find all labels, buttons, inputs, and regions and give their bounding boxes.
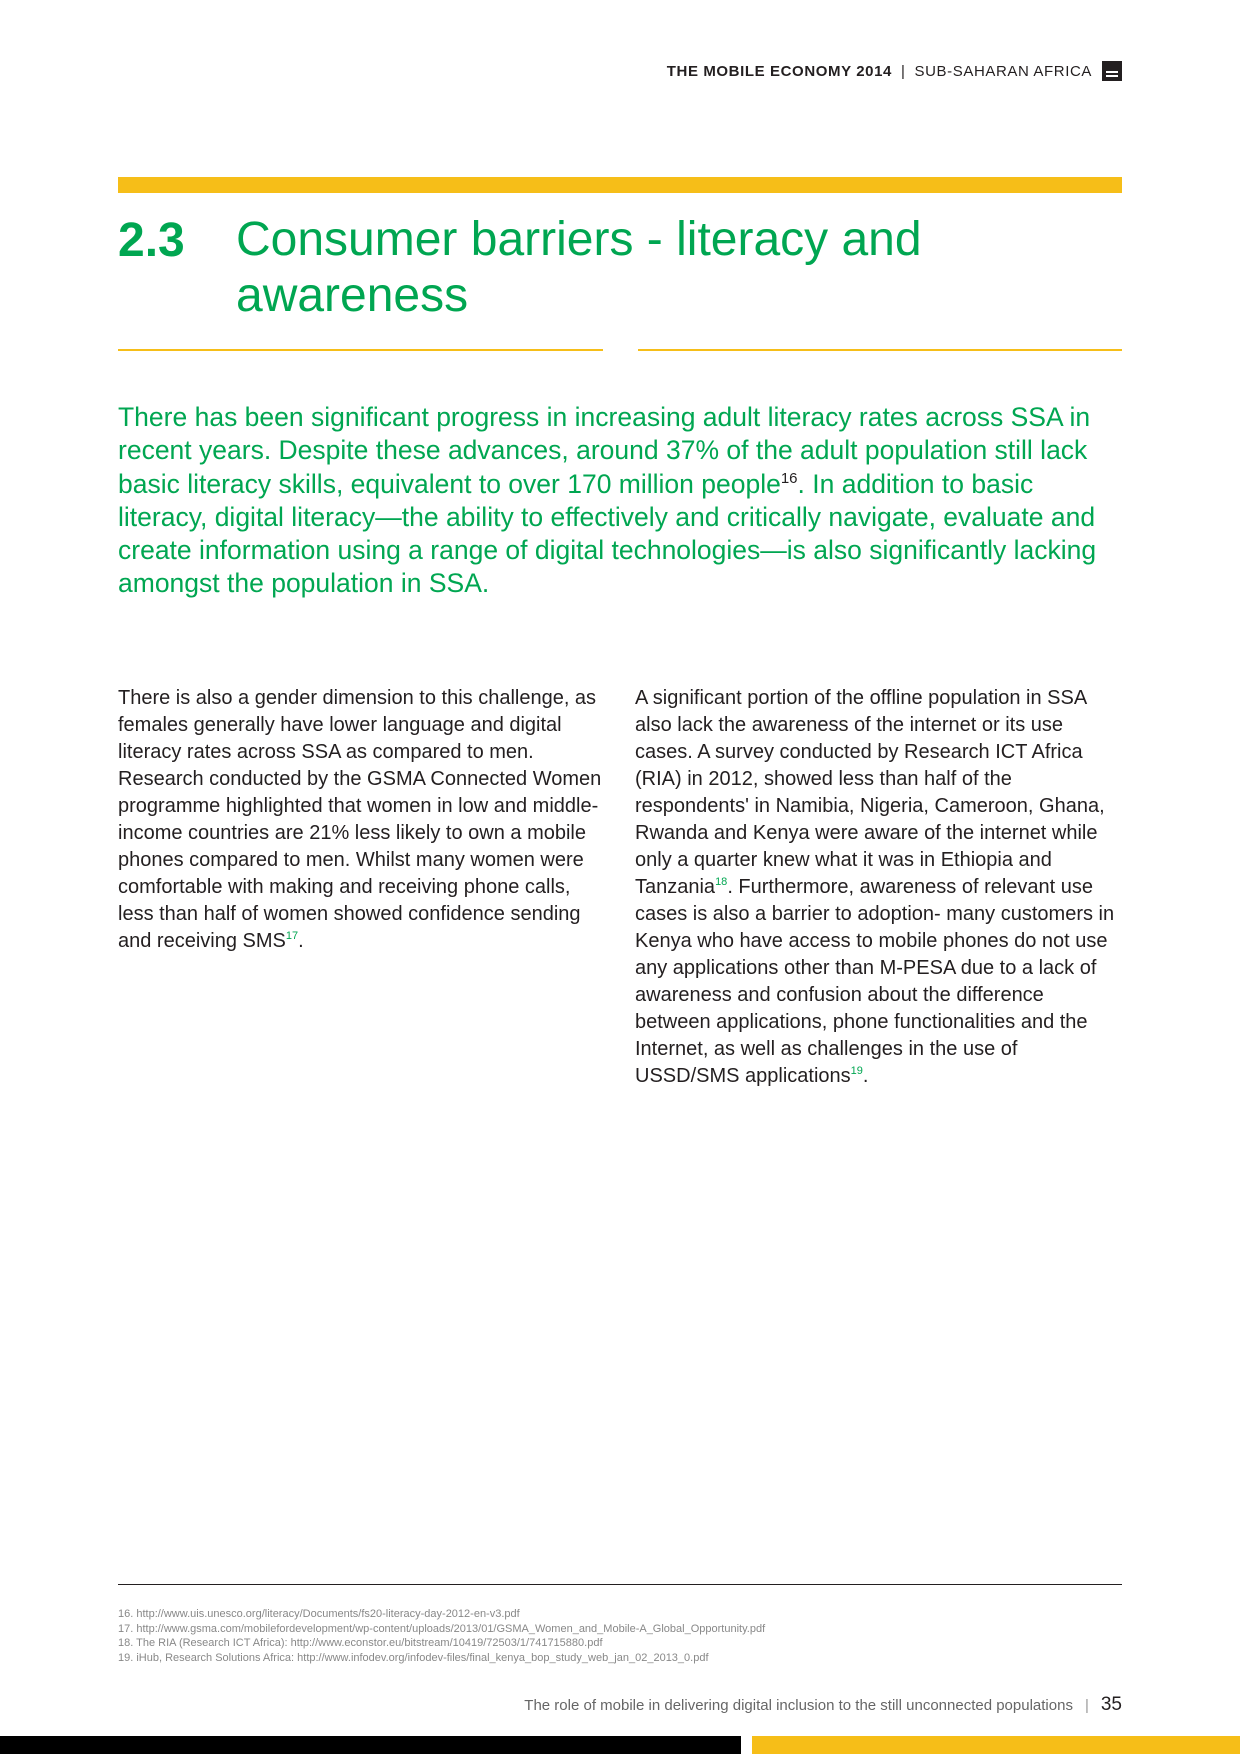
footnotes [118, 1607, 1122, 1666]
footnote-17: 17. http://www.gsma.com/mobilefordevelopment/wp-content/uploads/2013/01/GSMA_Women_and_Mobile-A_Global_Opportunity.pdf [118, 1622, 766, 1635]
footnote-ref-17: 17 [285, 930, 299, 942]
right-column-end: . [862, 1065, 869, 1087]
header-separator: | [901, 62, 906, 80]
footnote-ref-18: 18 [715, 876, 728, 888]
publication-title: THE MOBILE ECONOMY 2014 [666, 62, 892, 80]
section-number: 2.3 [118, 214, 185, 267]
intro-paragraph [118, 401, 1122, 601]
body-column-right [635, 685, 1120, 1090]
bottom-bar-black [0, 1736, 741, 1754]
intro-text-continued: . In addition to basic literacy, digital literacy—the ability to effectively and critically navigate, evaluate and create information using a range of digital technologies—is also significantly lacking amongst the population in SSA. [118, 468, 1097, 599]
right-column-text-continued: . Furthermore, awareness of relevant use cases is also a barrier to adoption- many customers in Kenya who have access to mobile phones do not use any applications other than M-PESA due to a lack of awareness and confusion about the difference between applications, phone functionalities and the Internet, as well as challenges in the use of USSD/SMS applications [635, 876, 1115, 1087]
footnote-ref-16: 16 [780, 469, 798, 487]
page-number: 35 [1100, 1694, 1122, 1715]
bottom-bar-yellow [752, 1736, 1240, 1754]
intro-text: There has been significant progress in increasing adult literacy rates across SSA in recent years. Despite these advances, around 37% of the adult population still lack basic literacy skills, equivalent to over 170 million people [118, 402, 1091, 499]
footnote-19: 19. iHub, Research Solutions Africa: http://www.infodev.org/infodev-files/final_kenya_bop_study_web_jan_02_2013_0.pdf [118, 1652, 709, 1665]
footer-separator: | [1084, 1696, 1089, 1714]
footnote-16: 16. http://www.uis.unesco.org/literacy/Documents/fs20-literacy-day-2012-en-v3.pdf [118, 1608, 520, 1620]
running-header [667, 61, 1122, 81]
section-title: Consumer barriers - literacy and awareness [236, 213, 922, 322]
footnote-divider [118, 1584, 1122, 1585]
title-divider-left [118, 349, 603, 351]
body-column-left [118, 685, 603, 955]
right-column-text: A significant portion of the offline population in SSA also lack the awareness of the internet or its use cases. A survey conducted by Research ICT Africa (RIA) in 2012, showed less than half of the respondents' in Namibia, Nigeria, Cameroon, Ghana, Rwanda and Kenya were aware of the internet while only a quarter knew what it was in Ethiopia and Tanzania [635, 687, 1105, 898]
title-divider-right [638, 349, 1122, 351]
region-label: SUB-SAHARAN AFRICA [914, 62, 1092, 80]
page-footer [524, 1694, 1122, 1716]
left-column-end: . [298, 930, 304, 952]
section-top-bar [118, 177, 1122, 193]
footer-caption: The role of mobile in delivering digital inclusion to the still unconnected populations [524, 1696, 1073, 1714]
gsma-building-icon [1102, 61, 1122, 81]
footnote-18: 18. The RIA (Research ICT Africa): http://www.econstor.eu/bitstream/10419/72503/1/741715880.pdf [118, 1637, 603, 1650]
footnote-ref-19: 19 [850, 1065, 863, 1077]
left-column-text: There is also a gender dimension to this challenge, as females generally have lower language and digital literacy rates across SSA as compared to men. Research conducted by the GSMA Connected Women programme highlighted that women in low and middle-income countries are 21% less likely to own a mobile phones compared to men. Whilst many women were comfortable with making and receiving phone calls, less than half of women showed confidence sending and receiving SMS [118, 687, 602, 952]
